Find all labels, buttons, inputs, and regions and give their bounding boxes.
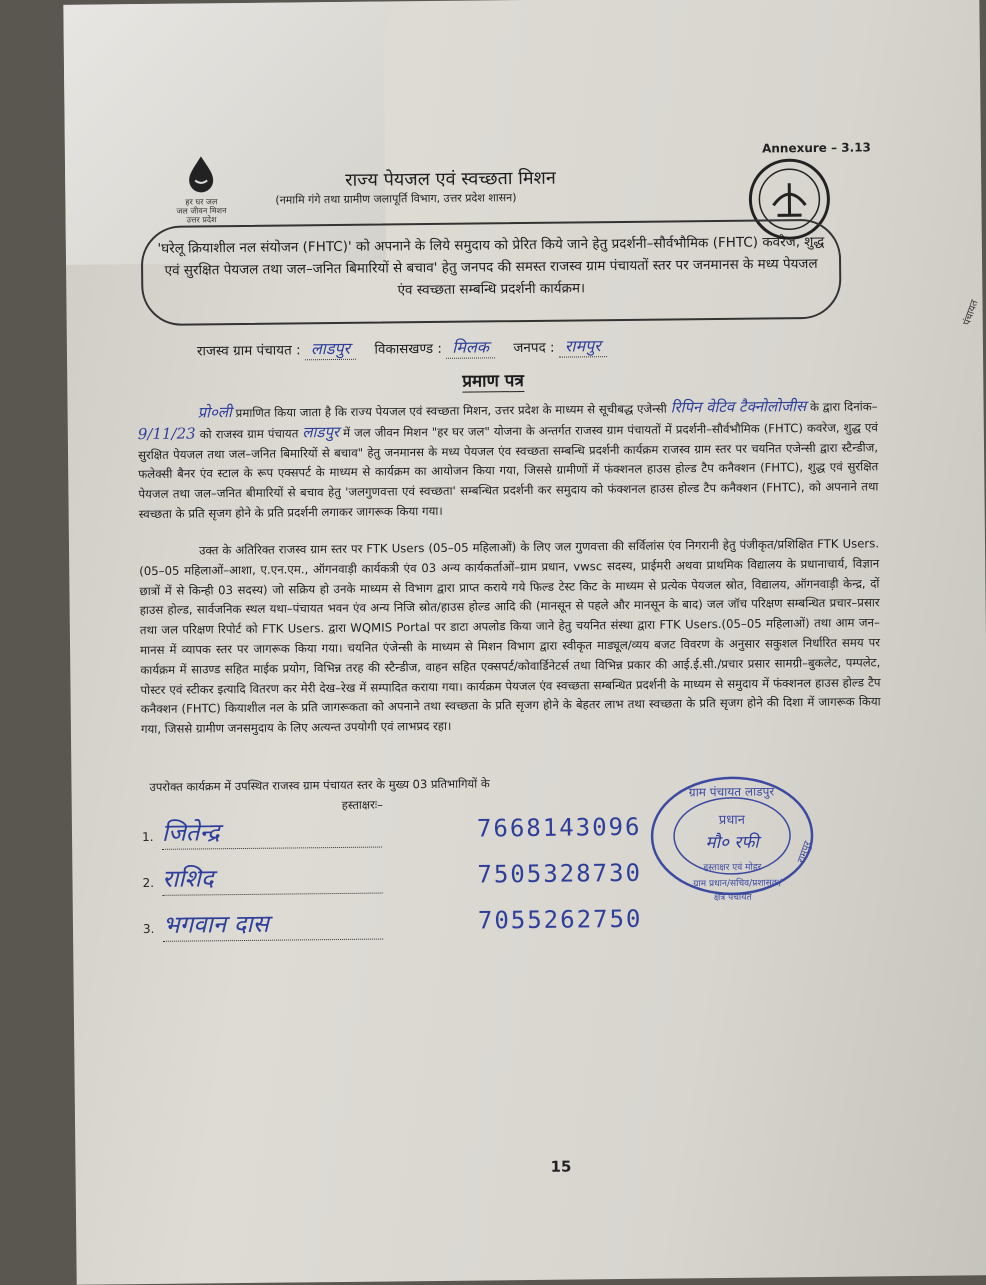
stamp-top-text: ग्राम पंचायत लाडपुर	[689, 784, 776, 800]
stamp-center-2: मौ० रफी	[705, 832, 762, 854]
location-fields	[197, 334, 621, 361]
district-label: जनपद :	[513, 340, 554, 356]
district-value: रामपुर	[559, 336, 607, 356]
para1-text-d: में जल जीवन मिशन "हर घर जल" योजना के अन्तर्गत राजस्व ग्राम पंचायतों में प्रदर्शनी–सौर्वभौमिक (FHTC) कवरेज, शुद्ध एवं सुरक्षित पेयजल तथा जल–जनित बिमारियों से बचाव" हेतु जनमानस के मध्य पेयजल एंव स्वच्छता सम्बन्धि प्रदर्शनी कार्यक्रम राजस्व ग्राम स्तर पर चयनित एजेन्सी द्वारा स्टैन्डीज, फलेक्सी बैनर एंव स्टाल के रूप एक्सपर्ट के माध्यम से कार्यक्रम का आयोजन किया गया, जिससे ग्रामीणों में फंक्शनल हाउस होल्ड टैप कनैक्शन (FHTC), शुद्ध एवं सुरक्षित पेयजल तथा जल–जनित बीमारियों से बचाव हेतु 'जलगुणवत्ता एवं स्वच्छता' सम्बन्धित प्रदर्शनी कर समुदाय को फंक्शनल हाउस होल्ड टैप कनैक्शन (FHTC), को अपनाने तथा स्वच्छता के प्रति सृजग होने के प्रति प्रदर्शनी लगाकर जागरूक किया गया।	[138, 420, 879, 521]
stamp-bottom-3: क्षेत्र पंचायत	[714, 891, 753, 903]
annexure-label: Annexure – 3.13	[762, 140, 871, 155]
participant-phone: 7055262750	[478, 905, 643, 935]
stamp-right-text: रामपुर	[796, 839, 814, 865]
stamp-center-1: प्रधान	[719, 813, 746, 828]
participant-number: 1.	[142, 830, 158, 844]
participant-number: 2.	[142, 876, 158, 890]
participant-row	[142, 814, 382, 851]
gp-field	[305, 337, 356, 361]
gp-label: राजस्व ग्राम पंचायत :	[197, 342, 301, 359]
certificate-paragraph-1	[138, 396, 879, 525]
gp-value: लाडपुर	[305, 339, 356, 359]
handwritten-agency: रिपिन वेटिव टैक्नोलोजीस	[670, 397, 806, 416]
logo-text-2: जल जीवन मिशन	[161, 206, 241, 216]
block-label: विकासखण्ड :	[374, 341, 442, 358]
participant-row	[143, 906, 383, 943]
stamp-bottom-2: ग्राम प्रधान/सचिव/प्रशासक/	[693, 876, 783, 889]
handwritten-date: 9/11/23	[138, 424, 196, 443]
block-field	[446, 335, 495, 359]
participant-number: 3.	[143, 922, 159, 936]
logo-text-3: उत्तर प्रदेश	[162, 215, 242, 225]
side-edge-text: पंचायत	[959, 298, 981, 327]
para1-text-a: प्रमाणित किया जाता है कि राज्य पेयजल एवं स्वच्छता मिशन, उत्तर प्रदेश के माध्यम से सूचीबद्ध एजेन्सी	[236, 402, 667, 421]
mission-subtitle: (नमामि गंगे तथा ग्रामीण जलापूर्ति विभाग, उत्तर प्रदेश शासन)	[275, 190, 516, 208]
page-number: 15	[550, 1158, 571, 1176]
handwritten-gp: लाडपुर	[302, 423, 339, 441]
mission-title: राज्य पेयजल एवं स्वच्छता मिशन	[345, 166, 556, 192]
signature-intro: उपरोक्त कार्यक्रम में उपस्थित राजस्व ग्राम पंचायत स्तर के मुख्य 03 प्रतिभागियों के	[149, 776, 489, 795]
participant-signature: भगवान दास	[163, 906, 383, 942]
certificate-heading: प्रमाण पत्र	[462, 368, 524, 393]
signature-label: हस्ताक्षरः–	[342, 798, 383, 813]
participant-signature: राशिद	[162, 860, 382, 896]
participant-row	[142, 860, 382, 897]
program-description-box: 'घरेलू क्रियाशील नल संयोजन (FHTC)' को अपनाने के लिये समुदाय को प्रेरित किये जाने हेतु प्रदर्शनी–सौर्वभौमिक (FHTC) कवरेज, शुद्ध एवं सुरक्षित पेयजल तथा जल–जनित बिमारियों से बचाव' हेतु जनपद की समस्त राजस्व ग्राम पंचायतों स्तर पर जनमानस के मध्य पेयजल एंव स्वच्छता सम्बन्धि प्रदर्शनी कार्यक्रम।	[141, 219, 842, 326]
stamp-bottom-1: हस्ताक्षर एवं मोहर	[703, 861, 761, 874]
participant-signature: जितेन्द्र	[162, 814, 382, 850]
para1-text-b: के द्वारा दिनांक–	[810, 399, 878, 414]
participant-phone: 7668143096	[477, 813, 642, 843]
water-drop-icon	[181, 153, 221, 193]
certificate-paragraph-2: उक्त के अतिरिक्त राजस्व ग्राम स्तर पर FTK Users (05–05 महिलाओं) के लिए जल गुणवत्ता की सर्विलांस एंव निगरानी हेतु पंजीकृत/प्रशिक्षित FTK Users.(05–05 महिलाओं–आशा, ए.एन.एम., ऑगनवाड़ी कार्यकत्री एंव 03 अन्य कार्यकर्ताओं–ग्राम प्रधान, vwsc सदस्य, प्राईमरी अथवा प्राथमिक विद्यालय के प्रधानाचार्य, विज्ञान छात्रों में से किन्ही 03 सदस्य) जो सक्रिय हो उनके माध्यम से विभाग द्वारा प्राप्त कराये गये फिल्ड टेस्ट किट के माध्यम से प्रत्येक पेयजल स्रोत, विद्यालय, ऑगनवाड़ी केन्द्र, दों हाउस होल्ड, सार्वजनिक स्थल यथा–पंचायत भवन एंव अन्य निजि स्रोत/हाउस होल्ड आदि की (मानसून से पहले और मानसून के बाद) जल जॉच परिक्षण सम्बन्धित प्रचार–प्रसार तथा जल परिक्षण रिपोर्ट को FTK Users. द्वारा WQMIS Portal पर डाटा अपलोड किया जाने हेतु चयनित संस्था द्वारा FTK Users.(05–05 महिलाओं) तथा आम जन–मानस में व्यापक स्तर पर जागरूक किया गया। चयनित एंजेन्सी के माध्यम से मिशन विभाग द्वारा स्वीकृत माड्यूल/व्यय बजट विवरण के अनुसार सकुशल निर्धारित समय पर कार्यक्रम में साउण्ड सहित माईक प्रयोग, विभिन्न तरह की स्टैन्डीज, वाहन सहित एक्सपर्ट/कोवार्डिनेटर्स तथा विभिन्न प्रकार की आई.ई.सी./प्रचार प्रसार सामग्री–बुकलेट, पम्पलेट, पोस्टर एवं स्टीकर इत्यादि वितरण कर मेरी देख–रेख में सम्पादित कराया गया। कार्यक्रम पेयजल एंव स्वच्छता सम्बन्धित प्रदर्शनी के माध्यम से समुदाय में फंक्शनल हाउस होल्ड टैप कनैक्शन (FHTC) कियाशील नल के प्रति जागरूकता को अपनाने तथा स्वच्छता के प्रति सृजग होने के बेहतर लाभ तथा स्वच्छता के प्रति सृजग होने की दिशा में जागरूक किया गया, जिससे ग्रामीण जनसमुदाय के लिए अत्यन्त उपयोगी एवं लाभप्रद रहा।	[139, 534, 881, 740]
document-page	[63, 0, 986, 1285]
panchayat-stamp	[636, 773, 837, 915]
logo-text-1: हर घर जल	[161, 197, 241, 207]
handwritten-prefix: प्रो०ली	[198, 403, 232, 421]
participant-phone: 7505328730	[477, 859, 642, 889]
district-field	[559, 334, 607, 358]
para1-text-c: को राजस्व ग्राम पंचायत	[200, 426, 299, 441]
har-ghar-jal-logo	[161, 153, 242, 225]
block-value: मिलक	[446, 337, 495, 357]
